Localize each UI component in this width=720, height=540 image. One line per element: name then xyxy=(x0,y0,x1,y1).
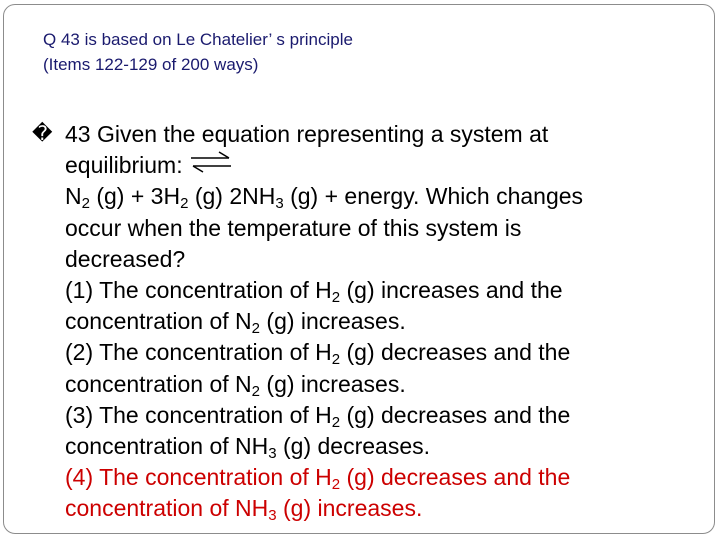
option-text: (g) decreases. xyxy=(276,433,431,460)
eq-nh-sub: 3 xyxy=(275,195,284,213)
question-line-5: decreased? xyxy=(65,245,186,272)
header-title: Q 43 is based on Le Chatelier’ s principle xyxy=(43,30,353,49)
eq-end: (g) + energy. Which changes xyxy=(283,183,584,210)
equilibrium-label: equilibrium: xyxy=(65,152,183,179)
option-text: (g) decreases and the xyxy=(340,401,571,428)
option-text: concentration of NH xyxy=(65,433,269,460)
option-text: (g) increases. xyxy=(260,370,406,397)
eq-mid1: (g) + 3H xyxy=(89,183,181,210)
bullet-glyph-icon: � xyxy=(32,123,53,145)
option-text: (3) The concentration of H xyxy=(65,401,332,428)
question-line-2 xyxy=(32,150,692,181)
option-3-line-a xyxy=(32,400,692,431)
question-line-4: occur when the temperature of this system is xyxy=(65,214,522,241)
eq-n-sub: 2 xyxy=(81,195,90,213)
option-1-line-b xyxy=(32,306,692,337)
option-sub: 3 xyxy=(268,507,277,525)
question-line-1 xyxy=(32,119,692,150)
option-3 xyxy=(32,400,692,462)
option-text: (g) decreases and the xyxy=(340,464,571,491)
option-text: concentration of NH xyxy=(65,495,269,522)
option-4-line-a xyxy=(32,462,692,493)
slide-header xyxy=(43,27,353,77)
option-1-line-a xyxy=(32,275,692,306)
option-text: concentration of N xyxy=(65,308,252,335)
question-body xyxy=(32,119,692,525)
eq-h-sub: 2 xyxy=(180,195,189,213)
question-text: 43 Given the equation representing a system at xyxy=(65,121,549,147)
option-sub: 2 xyxy=(331,289,341,307)
header-subtitle: (Items 122-129 of 200 ways) xyxy=(43,55,259,74)
option-text: concentration of N xyxy=(65,370,252,397)
option-sub: 2 xyxy=(251,382,261,400)
equilibrium-arrow-icon xyxy=(189,148,233,176)
option-sub: 2 xyxy=(331,413,341,431)
option-2-line-b xyxy=(32,369,692,400)
option-text: (4) The concentration of H xyxy=(65,464,332,491)
option-text: (2) The concentration of H xyxy=(65,339,332,366)
option-text: (g) increases and the xyxy=(340,277,563,304)
option-2-line-a xyxy=(32,337,692,368)
option-sub: 2 xyxy=(331,476,341,494)
option-4-correct-answer xyxy=(32,462,692,524)
option-sub: 3 xyxy=(268,445,277,463)
option-text: (g) decreases and the xyxy=(340,339,571,366)
option-text: (g) increases. xyxy=(260,308,406,335)
option-sub: 2 xyxy=(331,351,341,369)
option-sub: 2 xyxy=(251,320,261,338)
option-text: (g) increases. xyxy=(276,495,423,522)
option-text: (1) The concentration of H xyxy=(65,277,332,304)
eq-n: N xyxy=(65,183,82,210)
option-1 xyxy=(32,275,692,337)
eq-mid2: (g) 2NH xyxy=(188,183,276,210)
equation-line xyxy=(32,181,692,212)
option-2 xyxy=(32,337,692,399)
option-4-line-b xyxy=(32,493,692,524)
option-3-line-b xyxy=(32,431,692,462)
